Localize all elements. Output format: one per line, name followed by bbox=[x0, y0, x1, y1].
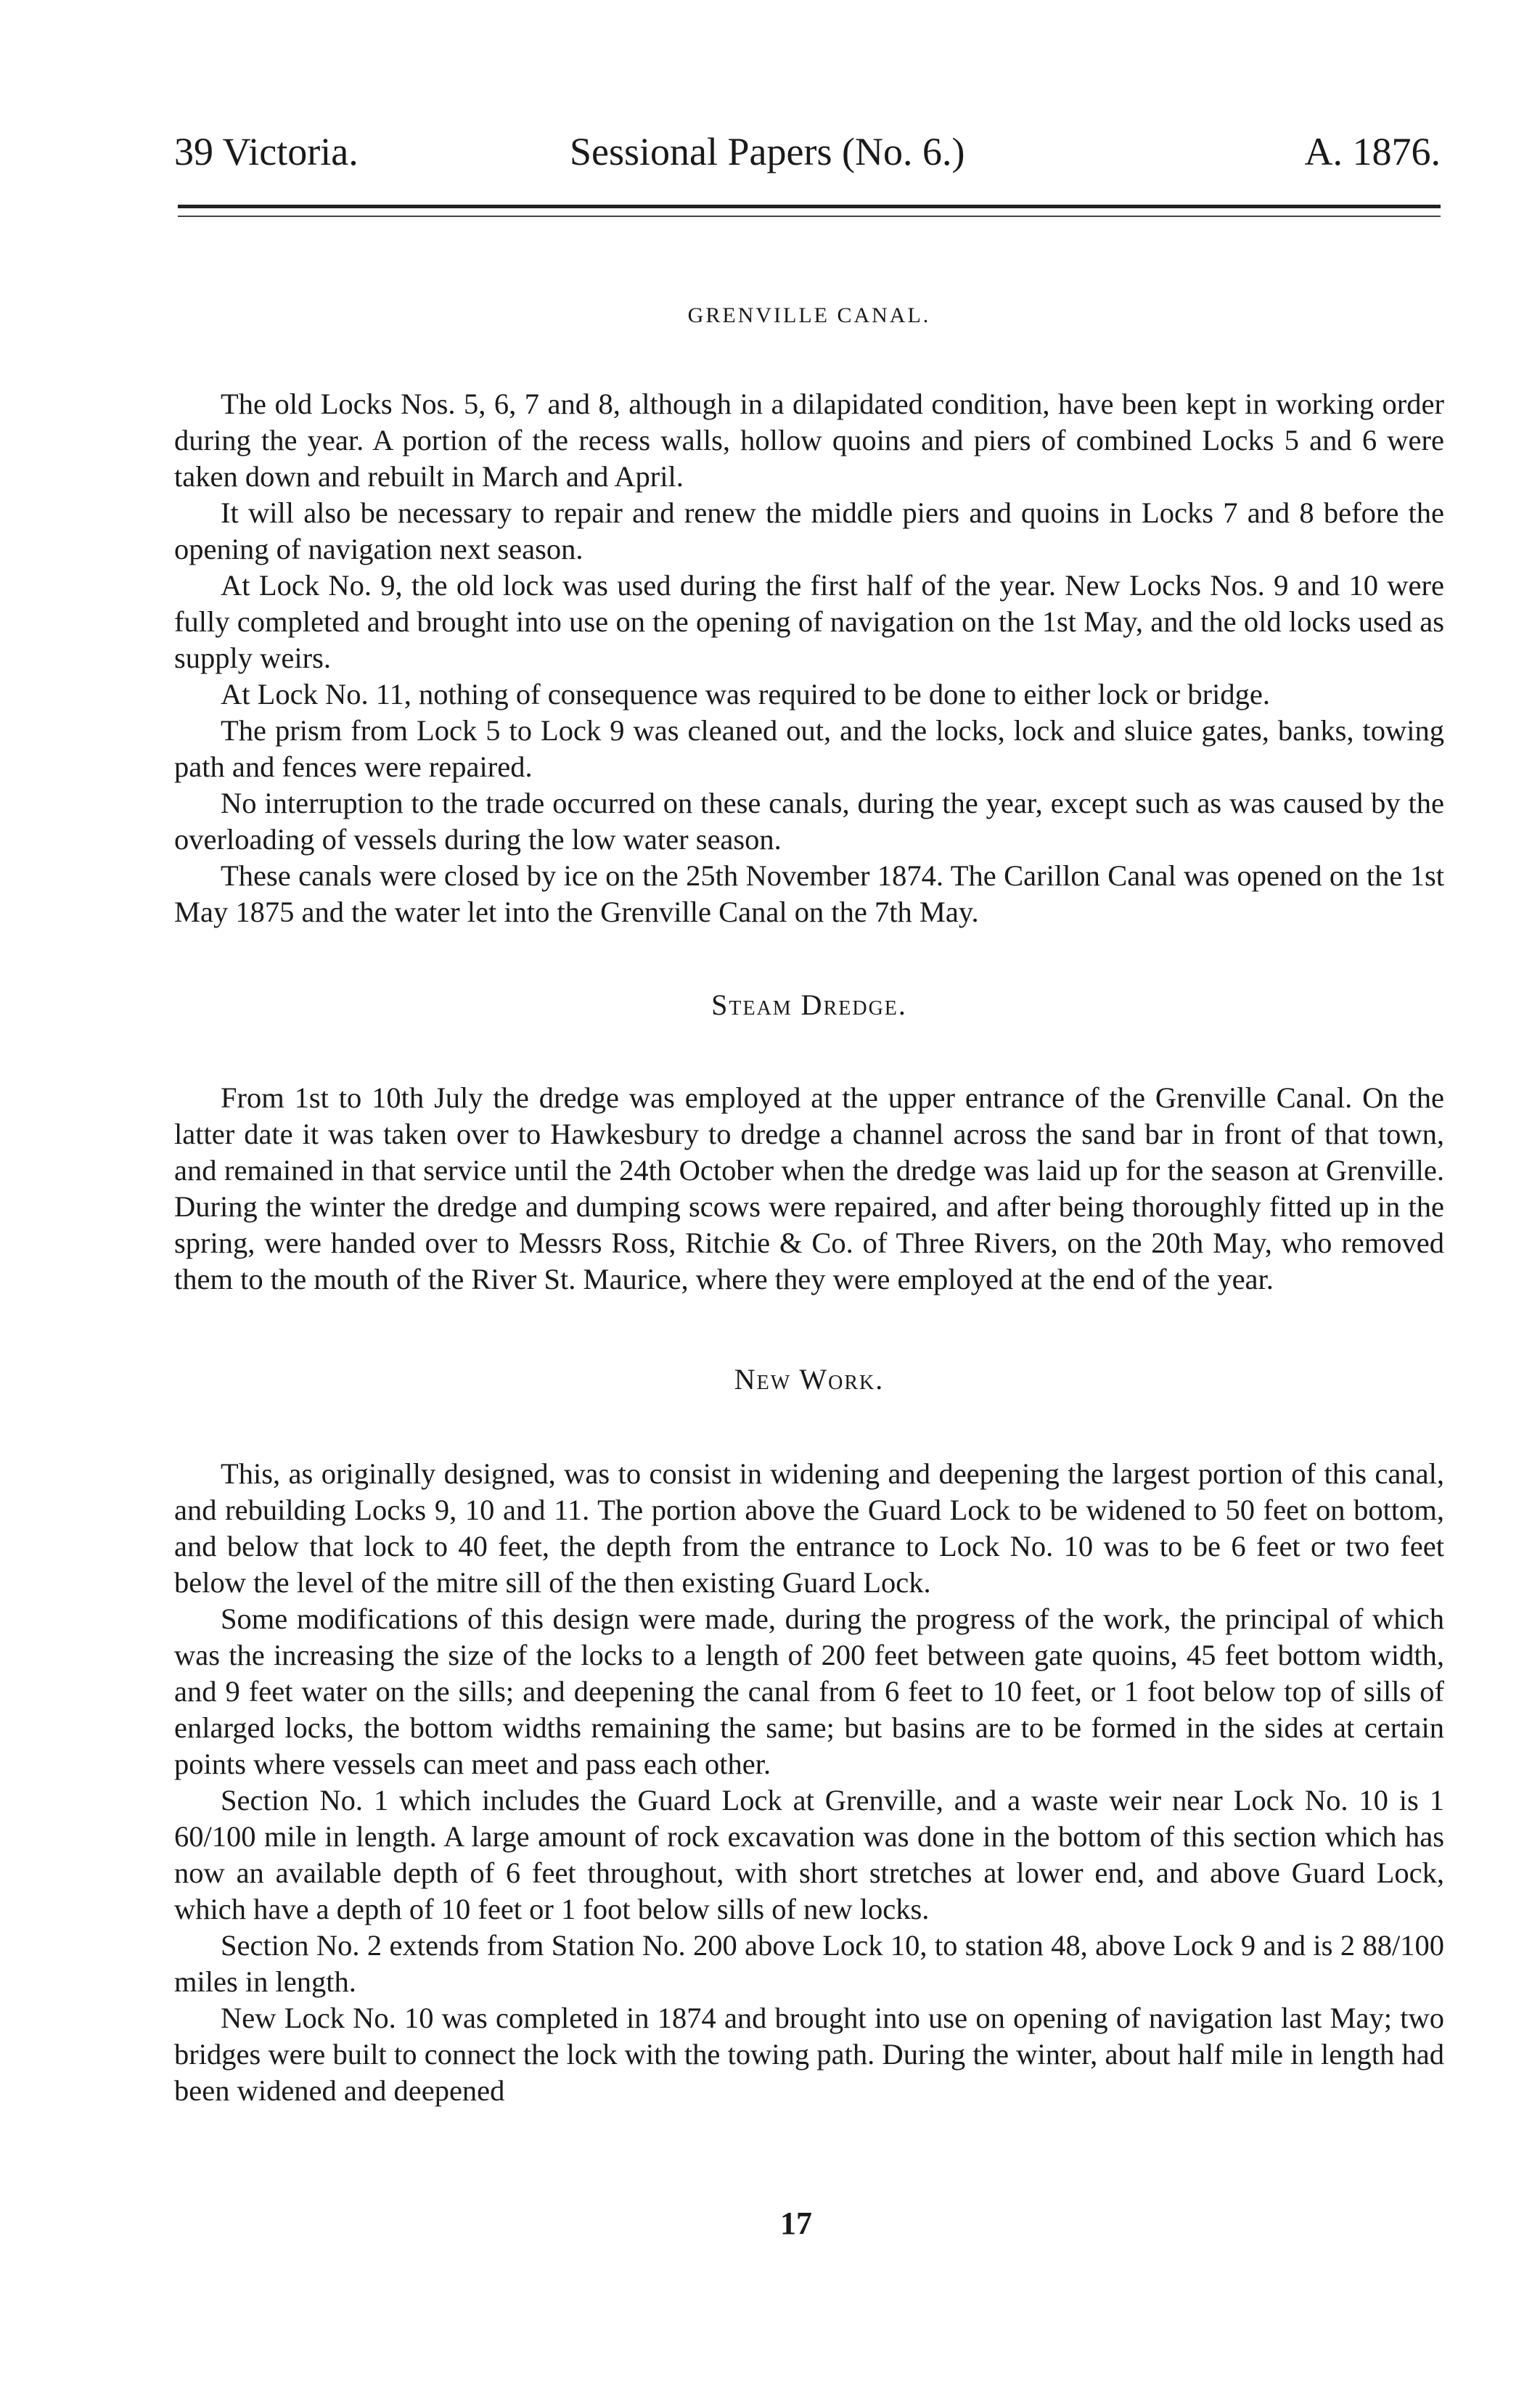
paragraph: It will also be necessary to repair and renew the middle piers and quoins in Locks 7 and 8 before the opening of navigation next season. bbox=[174, 496, 1444, 565]
paragraph: At Lock No. 11, nothing of consequence was required to be done to either lock or bridge. bbox=[221, 678, 1270, 710]
page-body bbox=[174, 298, 1444, 2109]
page-number: 17 bbox=[780, 2206, 812, 2241]
section-heading-grenville: GRENVILLE CANAL. bbox=[687, 303, 931, 327]
paragraph: These canals were closed by ice on the 25th November 1874. The Carillon Canal was opened on the 1st May 1875 and the water let into the Grenville Canal on the 7th May. bbox=[174, 859, 1444, 928]
paragraph: From 1st to 10th July the dredge was employed at the upper entrance of the Grenville Canal. On the latter date it was taken over to Hawkesbury to dredge a channel across the sand bar in front of that town, and remained in that service until the 24th October when the dredge was laid up for the season at Grenville. During the winter the dredge and dumping scows were repaired, and after being thoroughly fitted up in the spring, were handed over to Messrs Ross, Ritchie & Co. of Three Rivers, on the 20th May, who removed them to the mouth of the River St. Maurice, where they were employed at the end of the year. bbox=[174, 1081, 1444, 1295]
paragraph: Section No. 2 extends from Station No. 200 above Lock 10, to station 48, above Lock 9 and is 2 88/100 miles in length. bbox=[174, 1929, 1444, 1998]
section-heading-new-work: New Work. bbox=[734, 1363, 885, 1396]
header-year: A. 1876. bbox=[1304, 130, 1441, 173]
paragraph: Section No. 1 which includes the Guard Lock at Grenville, and a waste weir near Lock No. 10 is 1 60/100 mile in length. A large amount of rock excavation was done in the bottom of this section which has now an available depth of 6 feet throughout, with short stretches at lower end, and above Guard Lock, which have a depth of 10 feet or 1 foot below sills of new locks. bbox=[174, 1784, 1444, 1925]
header-rule-thin bbox=[178, 216, 1441, 217]
header-title: Sessional Papers (No. 6.) bbox=[570, 130, 965, 173]
paragraph: At Lock No. 9, the old lock was used during the first half of the year. New Locks Nos. 9 and 10 were fully completed and brought into use on the opening of navigation on the 1st May, and the old locks used as supply weirs. bbox=[174, 569, 1444, 674]
paragraph: No interruption to the trade occurred on these canals, during the year, except such as was caused by the overloading of vessels during the low water season. bbox=[174, 787, 1444, 856]
paragraph: Some modifications of this design were made, during the progress of the work, the principal of which was the increasing the size of the locks to a length of 200 feet between gate quoins, 45 feet bottom width, and 9 feet water on the sills; and deepening the canal from 6 feet to 10 feet, or 1 foot below top of sills of enlarged locks, the bottom widths remaining the same; but basins are to be formed in the sides at certain points where vessels can meet and pass each other. bbox=[174, 1602, 1444, 1780]
page-header bbox=[174, 129, 1441, 187]
paragraph: The prism from Lock 5 to Lock 9 was cleaned out, and the locks, lock and sluice gates, banks, towing path and fences were repaired. bbox=[174, 714, 1444, 783]
paragraph: The old Locks Nos. 5, 6, 7 and 8, although in a dilapidated condition, have been kept in working order during the year. A portion of the recess walls, hollow quoins and piers of combined Locks 5 and 6 were taken down and rebuilt in March and April. bbox=[174, 388, 1444, 493]
paragraph: New Lock No. 10 was completed in 1874 and brought into use on opening of navigation last May; two bridges were built to connect the lock with the towing path. During the winter, about half mile in length had been widened and deepened bbox=[174, 2002, 1444, 2107]
header-session: 39 Victoria. bbox=[174, 130, 359, 173]
header-rule-thick bbox=[178, 205, 1441, 208]
section-heading-steam-dredge: Steam Dredge. bbox=[711, 988, 907, 1021]
paragraph: This, as originally designed, was to consist in widening and deepening the largest portion of this canal, and rebuilding Locks 9, 10 and 11. The portion above the Guard Lock to be widened to 50 feet on bottom, and below that lock to 40 feet, the depth from the entrance to Lock No. 10 was to be 6 feet or two feet below the level of the mitre sill of the then existing Guard Lock. bbox=[174, 1457, 1444, 1599]
